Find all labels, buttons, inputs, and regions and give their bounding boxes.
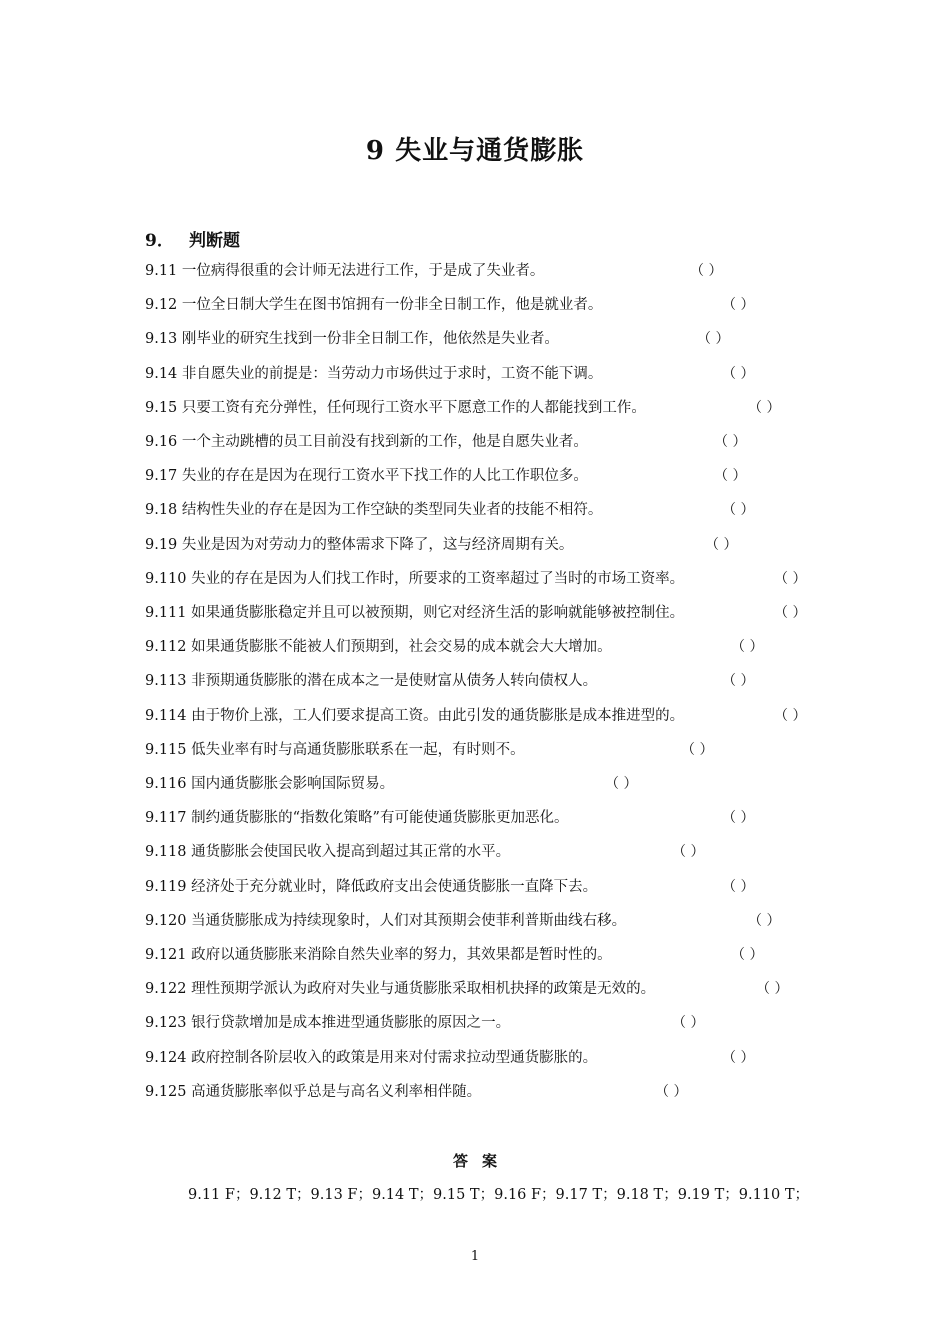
answer-blank: （ ） bbox=[722, 365, 755, 382]
page-number: 1 bbox=[470, 1249, 480, 1264]
answer-blank: （ ） bbox=[690, 263, 723, 279]
answer-blank: （ ） bbox=[722, 297, 755, 314]
question-text: 如果通货膨胀稳定并且可以被预期，则它对经济生活的影响就能够被控制住。 bbox=[191, 605, 685, 621]
answer-blank: （ ） bbox=[681, 741, 714, 758]
question-number: 9.17 bbox=[145, 468, 178, 485]
answer-blank: （ ） bbox=[731, 947, 764, 963]
answer-blank: （ ） bbox=[722, 502, 755, 519]
question-text: 非预期通货膨胀的潜在成本之一是使财富从债务人转向债权人。 bbox=[191, 673, 598, 690]
question-text: 当通货膨胀成为持续现象时，人们对其预期会使菲利普斯曲线右移。 bbox=[191, 912, 627, 929]
question-text: 刚毕业的研究生找到一份非全日制工作，他依然是失业者。 bbox=[181, 331, 559, 348]
answer-blank: （ ） bbox=[697, 331, 730, 348]
question-text: 失业的存在是因为人们找工作时，所要求的工资率超过了当时的市场工资率。 bbox=[191, 570, 685, 587]
answer-blank: （ ） bbox=[756, 981, 789, 998]
question-item bbox=[145, 704, 807, 728]
answer-blank: （ ） bbox=[672, 844, 705, 861]
answer-blank: （ ） bbox=[774, 707, 807, 724]
answer-blank: （ ） bbox=[774, 605, 807, 621]
question-number: 9.11 bbox=[145, 263, 178, 279]
question-number: 9.118 bbox=[145, 844, 187, 861]
question-item bbox=[145, 943, 764, 967]
question-item bbox=[145, 601, 807, 625]
question-number: 9.117 bbox=[145, 810, 187, 827]
answer-blank: （ ） bbox=[672, 1015, 705, 1032]
question-text: 低失业率有时与高通货膨胀联系在一起，有时则不。 bbox=[191, 741, 525, 758]
question-item bbox=[145, 567, 807, 591]
question-number: 9.122 bbox=[145, 981, 187, 998]
section-label: 判断题 bbox=[189, 231, 240, 251]
question-text: 通货膨胀会使国民收入提高到超过其正常的水平。 bbox=[191, 844, 511, 861]
answers-heading: 答案 bbox=[452, 1152, 511, 1170]
question-item bbox=[145, 1011, 705, 1035]
question-text: 结构性失业的存在是因为工作空缺的类型同失业者的技能不相符。 bbox=[181, 502, 603, 519]
answer-blank: （ ） bbox=[655, 1083, 688, 1100]
question-text: 一位病得很重的会计师无法进行工作，于是成了失业者。 bbox=[181, 263, 545, 279]
question-item bbox=[145, 1080, 688, 1104]
answer-blank: （ ） bbox=[714, 468, 747, 485]
question-number: 9.123 bbox=[145, 1015, 187, 1032]
question-item bbox=[145, 840, 705, 864]
question-text: 非自愿失业的前提是：当劳动力市场供过于求时，工资不能下调。 bbox=[181, 365, 603, 382]
question-number: 9.115 bbox=[145, 741, 187, 758]
question-item bbox=[145, 259, 723, 283]
section-number: 9． bbox=[145, 231, 174, 251]
question-text: 一个主动跳槽的员工目前没有找到新的工作，他是自愿失业者。 bbox=[181, 434, 588, 450]
answer-blank: （ ） bbox=[748, 399, 781, 416]
question-number: 9.19 bbox=[145, 536, 178, 553]
question-text: 失业是因为对劳动力的整体需求下降了，这与经济周期有关。 bbox=[181, 536, 574, 553]
question-number: 9.14 bbox=[145, 365, 178, 382]
question-item bbox=[145, 464, 747, 488]
question-number: 9.18 bbox=[145, 502, 178, 519]
question-item bbox=[145, 533, 738, 557]
question-item bbox=[145, 327, 730, 351]
answer-blank: （ ） bbox=[605, 776, 638, 792]
answer-blank: （ ） bbox=[722, 1049, 755, 1066]
question-number: 9.111 bbox=[145, 605, 187, 621]
question-item bbox=[145, 498, 755, 522]
question-number: 9.112 bbox=[145, 639, 187, 656]
question-text: 理性预期学派认为政府对失业与通货膨胀采取相机抉择的政策是无效的。 bbox=[191, 981, 656, 998]
question-number: 9.12 bbox=[145, 297, 178, 314]
question-text: 只要工资有充分弹性，任何现行工资水平下愿意工作的人都能找到工作。 bbox=[181, 399, 646, 416]
question-item bbox=[145, 362, 755, 386]
question-number: 9.110 bbox=[145, 570, 187, 587]
question-number: 9.125 bbox=[145, 1083, 187, 1100]
question-number: 9.116 bbox=[145, 776, 187, 792]
question-item bbox=[145, 909, 781, 933]
question-text: 一位全日制大学生在图书馆拥有一份非全日制工作，他是就业者。 bbox=[181, 297, 603, 314]
question-text: 银行贷款增加是成本推进型通货膨胀的原因之一。 bbox=[191, 1015, 511, 1032]
question-text: 制约通货膨胀的“指数化策略”有可能使通货膨胀更加恶化。 bbox=[191, 810, 569, 827]
answer-blank: （ ） bbox=[731, 639, 764, 656]
question-number: 9.16 bbox=[145, 434, 178, 450]
question-item bbox=[145, 669, 755, 693]
question-item bbox=[145, 396, 781, 420]
question-number: 9.15 bbox=[145, 399, 178, 416]
question-number: 9.120 bbox=[145, 912, 187, 929]
question-item bbox=[145, 977, 789, 1001]
answer-blank: （ ） bbox=[722, 810, 755, 827]
question-text: 政府以通货膨胀来消除自然失业率的努力，其效果都是暂时性的。 bbox=[191, 947, 612, 963]
question-number: 9.121 bbox=[145, 947, 187, 963]
question-item bbox=[145, 738, 714, 762]
answer-blank: （ ） bbox=[722, 673, 755, 690]
question-number: 9.119 bbox=[145, 878, 187, 895]
question-item bbox=[145, 772, 638, 796]
question-text: 如果通货膨胀不能被人们预期到，社会交易的成本就会大大增加。 bbox=[191, 639, 612, 656]
question-text: 政府控制各阶层收入的政策是用来对付需求拉动型通货膨胀的。 bbox=[191, 1049, 598, 1066]
question-number: 9.124 bbox=[145, 1049, 187, 1066]
question-item bbox=[145, 293, 755, 317]
question-number: 9.113 bbox=[145, 673, 187, 690]
question-item bbox=[145, 806, 755, 830]
question-item bbox=[145, 875, 755, 899]
question-item bbox=[145, 1046, 755, 1070]
question-text: 由于物价上涨，工人们要求提高工资。由此引发的通货膨胀是成本推进型的。 bbox=[191, 707, 685, 724]
question-number: 9.13 bbox=[145, 331, 178, 348]
page-title: 9 失业与通货膨胀 bbox=[365, 136, 585, 166]
answer-blank: （ ） bbox=[705, 536, 738, 553]
question-number: 9.114 bbox=[145, 707, 187, 724]
answers-line: 9.11 F；9.12 T；9.13 F；9.14 T；9.15 T；9.16 F；9.17 T；9.18 T；9.19 T；9.110 T； bbox=[188, 1187, 810, 1203]
question-item bbox=[145, 430, 747, 454]
answer-blank: （ ） bbox=[722, 878, 755, 895]
section-heading bbox=[145, 226, 240, 251]
answer-blank: （ ） bbox=[748, 912, 781, 929]
question-text: 失业的存在是因为在现行工资水平下找工作的人比工作职位多。 bbox=[181, 468, 588, 485]
question-item bbox=[145, 635, 764, 659]
answer-blank: （ ） bbox=[774, 570, 807, 587]
question-text: 高通货膨胀率似乎总是与高名义利率相伴随。 bbox=[191, 1083, 482, 1100]
question-text: 经济处于充分就业时，降低政府支出会使通货膨胀一直降下去。 bbox=[191, 878, 598, 895]
answer-blank: （ ） bbox=[714, 434, 747, 450]
question-text: 国内通货膨胀会影响国际贸易。 bbox=[191, 776, 395, 792]
